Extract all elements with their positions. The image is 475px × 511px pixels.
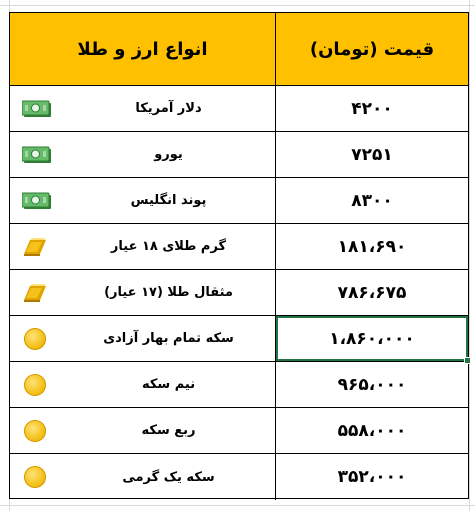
table-row: [10, 132, 468, 178]
name-cell[interactable]: [10, 86, 276, 131]
price-table: [9, 12, 469, 499]
price-cell[interactable]: ۳۵۲،۰۰۰: [337, 467, 407, 487]
price-cell[interactable]: ۴۲۰۰: [351, 98, 393, 119]
gold-bar-icon: [22, 282, 48, 304]
gold-coin-icon: [24, 420, 46, 442]
coin-name: سکه تمام بهار آزادی: [103, 331, 234, 346]
table-row: [10, 362, 468, 408]
dollar-bill-icon: [22, 146, 52, 164]
gold-name: گرم طلای ۱۸ عیار: [110, 239, 227, 254]
gridline: [0, 5, 475, 6]
table-header: [10, 13, 468, 86]
price-cell[interactable]: ۷۸۶،۶۷۵: [337, 282, 407, 303]
name-cell[interactable]: [10, 454, 276, 500]
price-cell[interactable]: ۹۶۵،۰۰۰: [337, 374, 407, 395]
currency-name: پوند انگلیس: [130, 193, 207, 208]
header-price-label: قیمت (تومان): [309, 38, 435, 60]
gold-name: مثقال طلا (۱۷ عیار): [104, 285, 233, 300]
name-cell[interactable]: [10, 408, 276, 453]
name-cell[interactable]: [10, 132, 276, 177]
table-row: [10, 178, 468, 224]
currency-name: دلار آمریکا: [135, 101, 202, 116]
dollar-bill-icon: [22, 192, 52, 210]
table-row: [10, 224, 468, 270]
table-row: [10, 86, 468, 132]
gold-coin-icon: [24, 466, 46, 488]
header-type-label: انواع ارز و طلا: [77, 38, 208, 60]
name-cell[interactable]: [10, 178, 276, 223]
price-cell[interactable]: ۸۳۰۰: [351, 190, 393, 211]
header-type-cell[interactable]: [10, 13, 276, 85]
gold-coin-icon: [24, 328, 46, 350]
gold-bar-icon: [22, 236, 48, 258]
price-cell[interactable]: ۵۵۸،۰۰۰: [337, 420, 407, 441]
gold-coin-icon: [24, 374, 46, 396]
table-row: [10, 316, 468, 362]
price-cell[interactable]: ۱۸۱،۶۹۰: [337, 236, 407, 257]
name-cell[interactable]: [10, 270, 276, 315]
coin-name: سکه یک گرمی: [122, 469, 215, 485]
gridline: [0, 505, 475, 506]
currency-name: یورو: [154, 147, 183, 162]
name-cell[interactable]: [10, 224, 276, 269]
coin-name: نیم سکه: [141, 377, 196, 392]
coin-name: ربع سکه: [141, 423, 196, 438]
table-row: [10, 408, 468, 454]
table-row: [10, 270, 468, 316]
gridline: [469, 0, 470, 511]
table-row: [10, 454, 468, 500]
dollar-bill-icon: [22, 100, 52, 118]
name-cell[interactable]: [10, 362, 276, 407]
header-price-cell[interactable]: [276, 13, 468, 85]
price-value: ۱،۸۶۰،۰۰۰: [329, 328, 415, 349]
price-cell-selected[interactable]: [276, 316, 468, 361]
price-cell[interactable]: ۷۲۵۱: [351, 144, 393, 165]
name-cell[interactable]: [10, 316, 276, 361]
